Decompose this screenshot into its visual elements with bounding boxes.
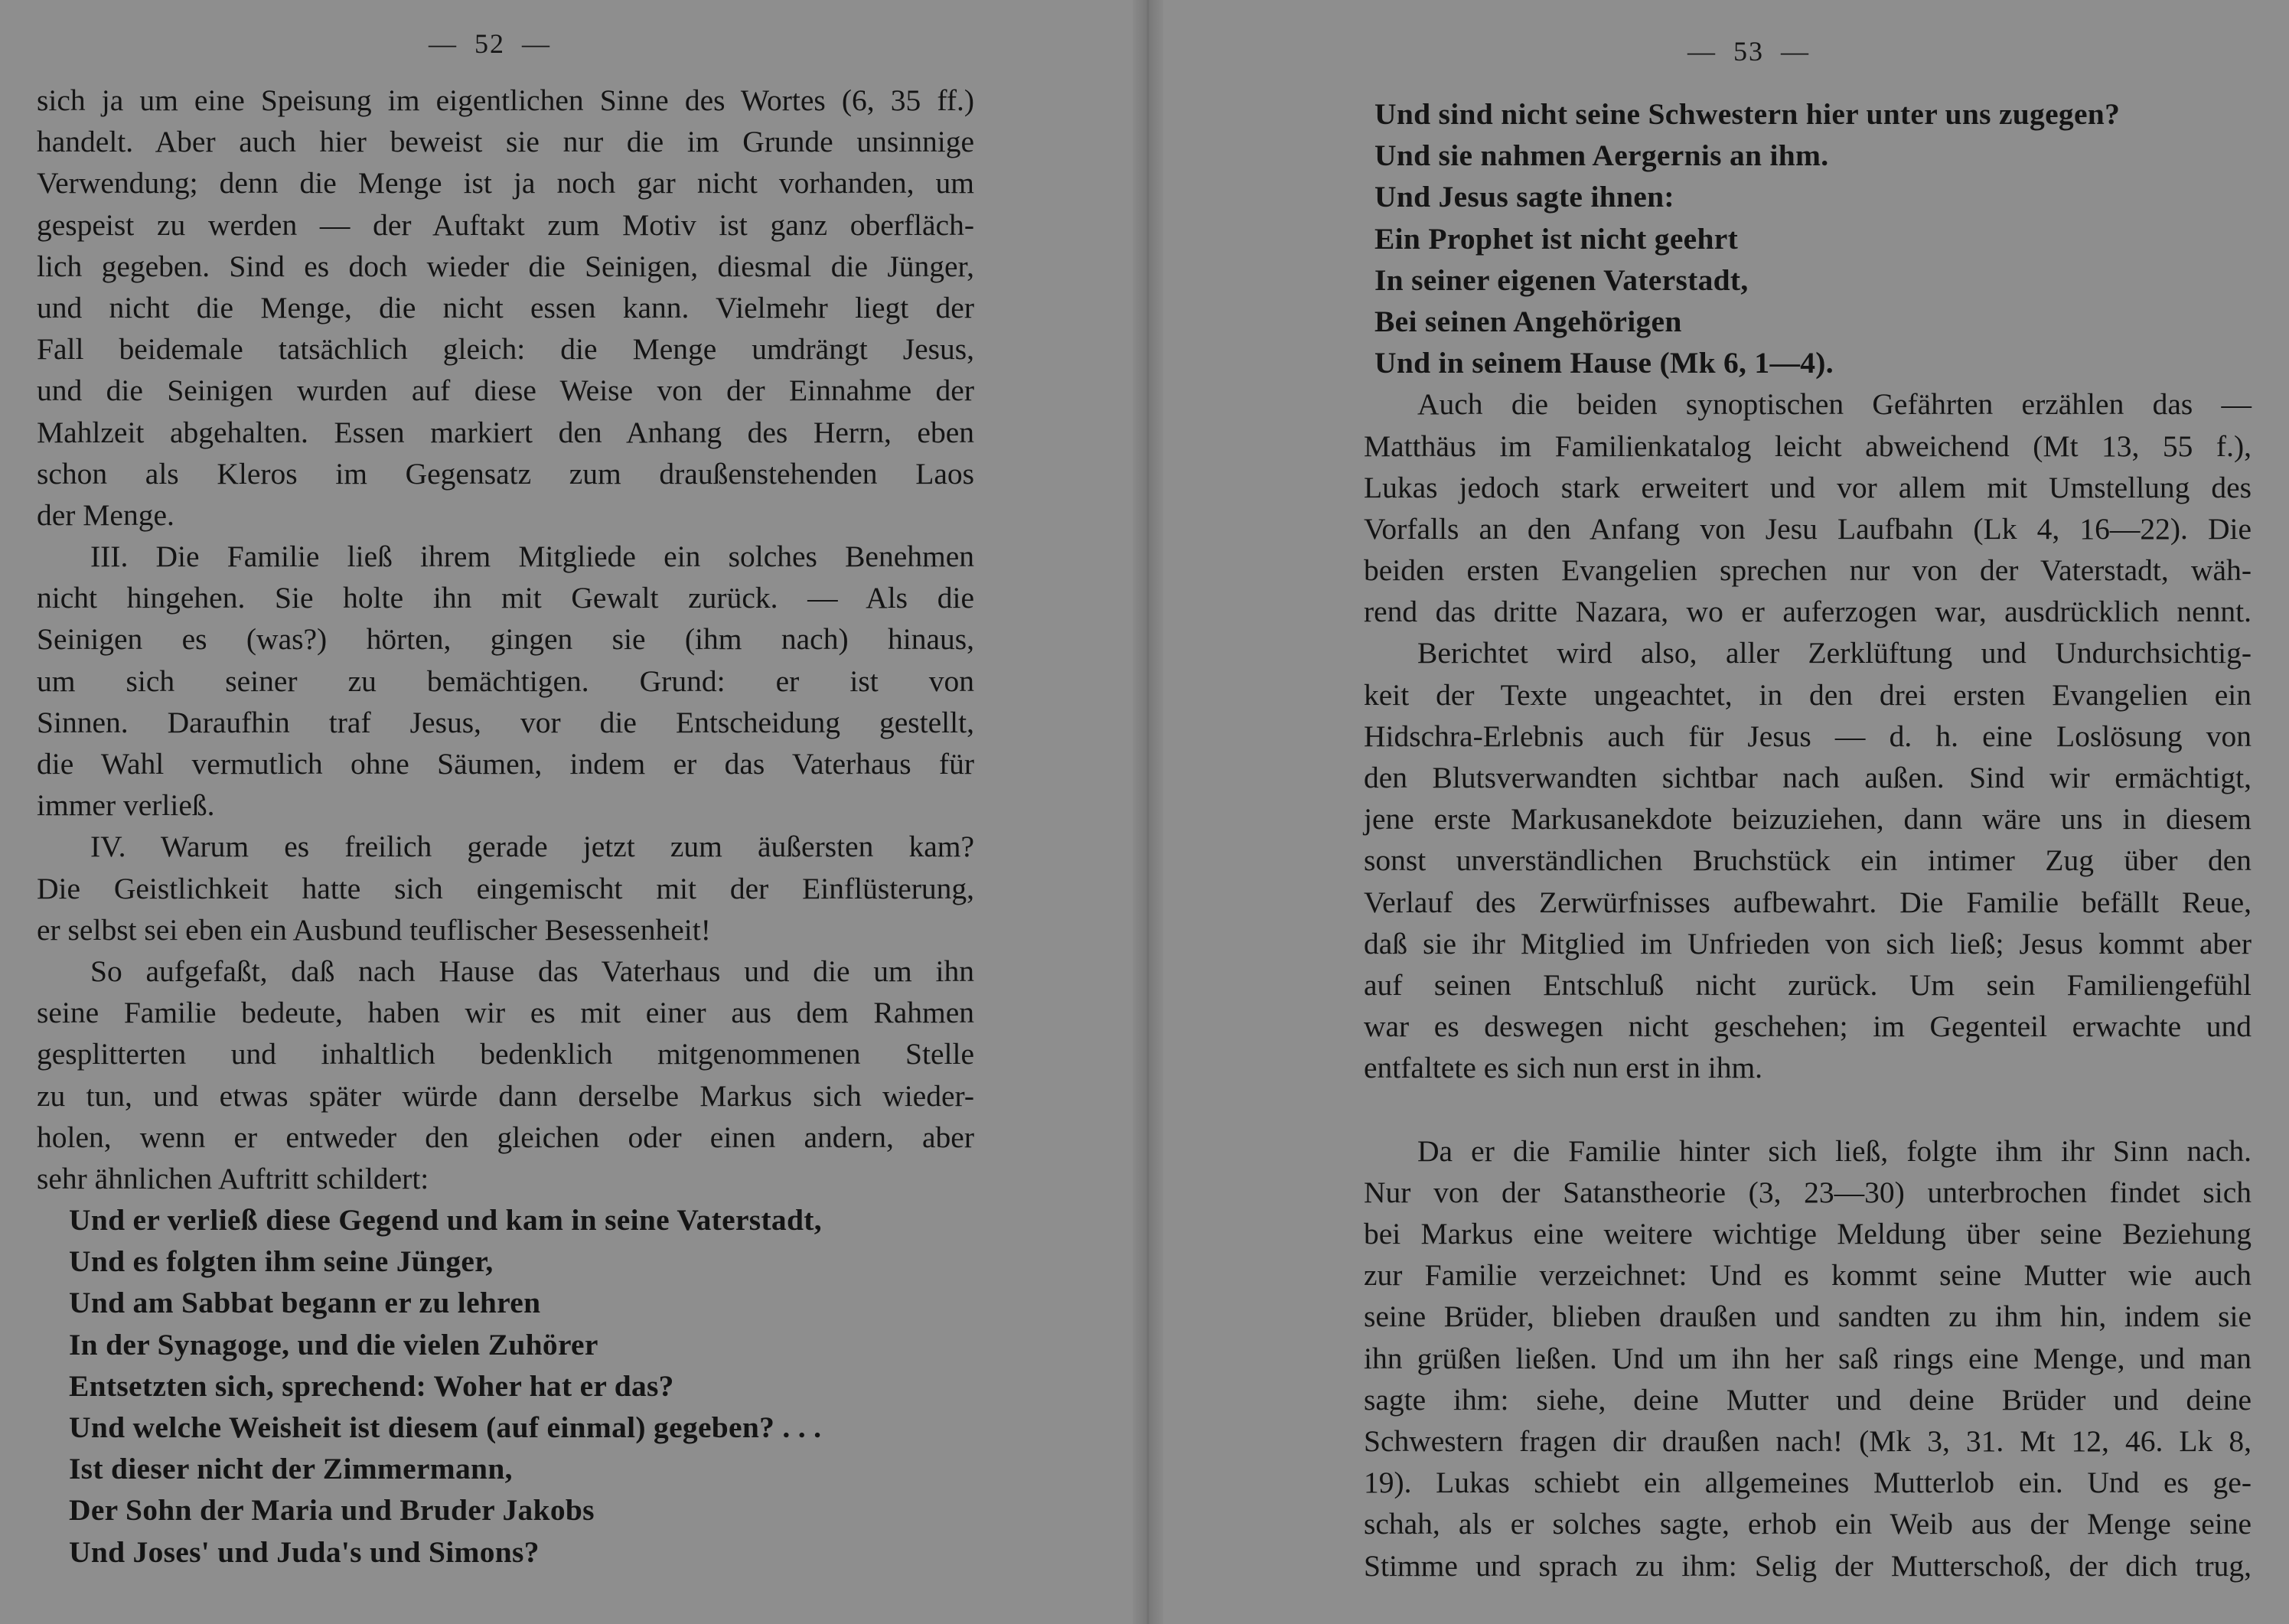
text-line: seine Brüder, blieben draußen und sandten zu ihm hin, indem sie — [1364, 1300, 2252, 1334]
book-gutter — [1133, 0, 1163, 1624]
text-line: der Menge. — [37, 497, 174, 532]
text-line: Lukas jedoch stark erweitert und vor allem mit Umstellung des — [1364, 470, 2252, 504]
text-line: entfaltete es sich nun erst in ihm. — [1364, 1051, 1763, 1085]
page-text-block — [1364, 93, 2252, 1586]
text-line: um sich seiner zu bemächtigen. Grund: er ist von — [37, 664, 974, 698]
text-line: Verlauf des Zerwürfnisses aufbewahrt. Die Familie befällt Reue, — [1364, 885, 2252, 919]
paragraph-spacer — [1364, 1089, 2252, 1130]
text-line: rend das dritte Nazara, wo er auferzogen war, ausdrücklich nennt. — [1364, 595, 2252, 629]
text-line: Sinnen. Daraufhin traf Jesus, vor die Entscheidung gestellt, — [37, 705, 974, 739]
text-line: Die Geistlichkeit hatte sich eingemischt mit der Einflüsterung, — [37, 871, 974, 905]
text-line: Nur von der Satanstheorie (3, 23—30) unterbrochen findet sich — [1364, 1175, 2252, 1209]
text-line: seine Familie bedeute, haben wir es mit einer aus dem Rahmen — [37, 996, 974, 1030]
text-line: sonst unverständlichen Bruchstück ein intimer Zug über den — [1364, 843, 2252, 878]
text-line: zur Familie verzeichnet: Und es kommt seine Mutter wie auch — [1364, 1258, 2252, 1293]
text-line: Berichtet wird also, aller Zerklüftung und Undurchsichtig- — [1417, 636, 2252, 670]
text-line: ihn grüßen ließen. Und um ihn her saß rings eine Menge, und man — [1364, 1341, 2252, 1375]
text-line: IV. Warum es freilich gerade jetzt zum äußersten kam? — [90, 830, 974, 864]
quoted-verse-line: Und in seinem Hause (Mk 6, 1—4). — [1374, 346, 1834, 380]
text-line: zu tun, und etwas später würde dann derselbe Markus sich wieder- — [37, 1078, 974, 1113]
text-line: handelt. Aber auch hier beweist sie nur die im Grunde unsinnige — [37, 125, 974, 159]
text-line: er selbst sei eben ein Ausbund teuflischer Besessenheit! — [37, 912, 711, 947]
text-line: sagte ihm: siehe, deine Mutter und deine Brüder und deine — [1364, 1382, 2252, 1417]
text-line: III. Die Familie ließ ihrem Mitgliede ein solches Benehmen — [90, 540, 974, 574]
quoted-verse-line: Der Sohn der Maria und Bruder Jakobs — [69, 1493, 595, 1528]
text-line: Matthäus im Familienkatalog leicht abweichend (Mt 13, 55 f.), — [1364, 429, 2252, 463]
quoted-verse-line: Und Jesus sagte ihnen: — [1374, 180, 1674, 214]
text-line: die Wahl vermutlich ohne Säumen, indem er das Vaterhaus für — [37, 747, 974, 781]
quoted-verse-line: Und welche Weisheit ist diesem (auf einmal) gegeben? . . . — [69, 1410, 822, 1444]
text-line: war es deswegen nicht geschehen; im Gegenteil erwachte und — [1364, 1009, 2252, 1044]
text-line: immer verließ. — [37, 788, 215, 823]
text-line: Fall beidemale tatsächlich gleich: die Menge umdrängt Jesus, — [37, 332, 974, 367]
quoted-verse-line: Bei seinen Angehörigen — [1374, 304, 1682, 338]
text-line: Verwendung; denn die Menge ist ja noch gar nicht vorhanden, um — [37, 166, 974, 201]
right-page — [1163, 0, 2289, 1624]
text-line: schon als Kleros im Gegensatz zum draußenstehenden Laos — [37, 456, 974, 491]
text-line: 19). Lukas schiebt ein allgemeines Mutterlob ein. Und es ge- — [1364, 1466, 2252, 1500]
text-line: den Blutsverwandten sichtbar nach außen. Sind wir ermächtigt, — [1364, 761, 2252, 794]
text-line: und die Seinigen wurden auf diese Weise von der Einnahme der — [37, 373, 974, 408]
text-line: und nicht die Menge, die nicht essen kann. Vielmehr liegt der — [37, 290, 974, 324]
text-line: nicht hingehen. Sie holte ihn mit Gewalt zurück. — Als die — [37, 581, 974, 615]
text-line: So aufgefaßt, daß nach Hause das Vaterhaus und die um ihn — [90, 954, 974, 988]
text-line: Vorfalls an den Anfang von Jesu Laufbahn (Lk 4, 16—22). Die — [1364, 511, 2252, 546]
quoted-verse-line: Und sind nicht seine Schwestern hier unter uns zugegen? — [1374, 97, 2121, 131]
quoted-verse-line: Und am Sabbat begann er zu lehren — [69, 1286, 541, 1320]
text-line: Da er die Familie hinter sich ließ, folgte ihm ihr Sinn nach. — [1417, 1133, 2252, 1168]
text-line: schah, als er solches sagte, erhob ein Weib aus der Menge seine — [1364, 1507, 2252, 1541]
text-line: sehr ähnlichen Auftritt schildert: — [37, 1161, 429, 1195]
text-line: holen, wenn er entweder den gleichen oder einen andern, aber — [37, 1120, 974, 1154]
text-line: lich gegeben. Sind es doch wieder die Seinigen, diesmal die Jünger, — [37, 249, 974, 283]
text-line: Stimme und sprach zu ihm: Selig der Mutterschoß, der dich trug, — [1364, 1548, 2252, 1583]
quoted-verse-line: Und sie nahmen Aergernis an ihm. — [1374, 139, 1829, 173]
page-number: — 53 — — [1687, 36, 1810, 67]
text-line: gespeist zu werden — der Auftakt zum Motiv ist ganz oberfläch- — [37, 207, 974, 242]
page-text-block — [37, 80, 974, 1573]
text-line: Seinigen es (was?) hörten, gingen sie (ihm nach) hinaus, — [37, 622, 974, 657]
page-number: — 52 — — [429, 28, 551, 59]
text-line: keit der Texte ungeachtet, in den drei ersten Evangelien ein — [1364, 677, 2252, 712]
quoted-verse-line: Und es folgten ihm seine Jünger, — [69, 1244, 494, 1279]
text-line: beiden ersten Evangelien sprechen nur von der Vaterstadt, wäh- — [1364, 553, 2252, 588]
text-line: Schwestern fragen dir draußen nach! (Mk 3, 31. Mt 12, 46. Lk 8, — [1364, 1424, 2252, 1458]
left-page — [0, 0, 1133, 1624]
text-line: auf seinen Entschluß nicht zurück. Um sein Familiengefühl — [1364, 967, 2252, 1002]
text-line: gesplitterten und inhaltlich bedenklich mitgenommenen Stelle — [37, 1037, 974, 1071]
quoted-verse-line: In seiner eigenen Vaterstadt, — [1374, 263, 1749, 297]
text-line: Mahlzeit abgehalten. Essen markiert den Anhang des Herrn, eben — [37, 415, 974, 449]
text-line: jene erste Markusanekdote beizuziehen, dann wäre uns in diesem — [1364, 802, 2252, 836]
text-line: bei Markus eine weitere wichtige Meldung über seine Beziehung — [1364, 1217, 2252, 1251]
text-line: Hidschra-Erlebnis auch für Jesus — d. h. eine Loslösung von — [1364, 719, 2252, 753]
quoted-verse-line: Und Joses' und Juda's und Simons? — [69, 1534, 540, 1569]
text-line: sich ja um eine Speisung im eigentlichen Sinne des Wortes (6, 35 ff.) — [37, 83, 974, 117]
quoted-verse-line: Ist dieser nicht der Zimmermann, — [69, 1452, 513, 1486]
text-line: daß sie ihr Mitglied im Unfrieden von sich ließ; Jesus kommt aber — [1364, 926, 2252, 960]
text-line: Auch die beiden synoptischen Gefährten erzählen das — — [1417, 387, 2252, 422]
quoted-verse-line: Entsetzten sich, sprechend: Woher hat er das? — [69, 1368, 674, 1403]
quoted-verse-line: Ein Prophet ist nicht geehrt — [1374, 221, 1739, 256]
quoted-verse-line: Und er verließ diese Gegend und kam in seine Vaterstadt, — [69, 1203, 822, 1238]
quoted-verse-line: In der Synagoge, und die vielen Zuhörer — [69, 1327, 598, 1361]
